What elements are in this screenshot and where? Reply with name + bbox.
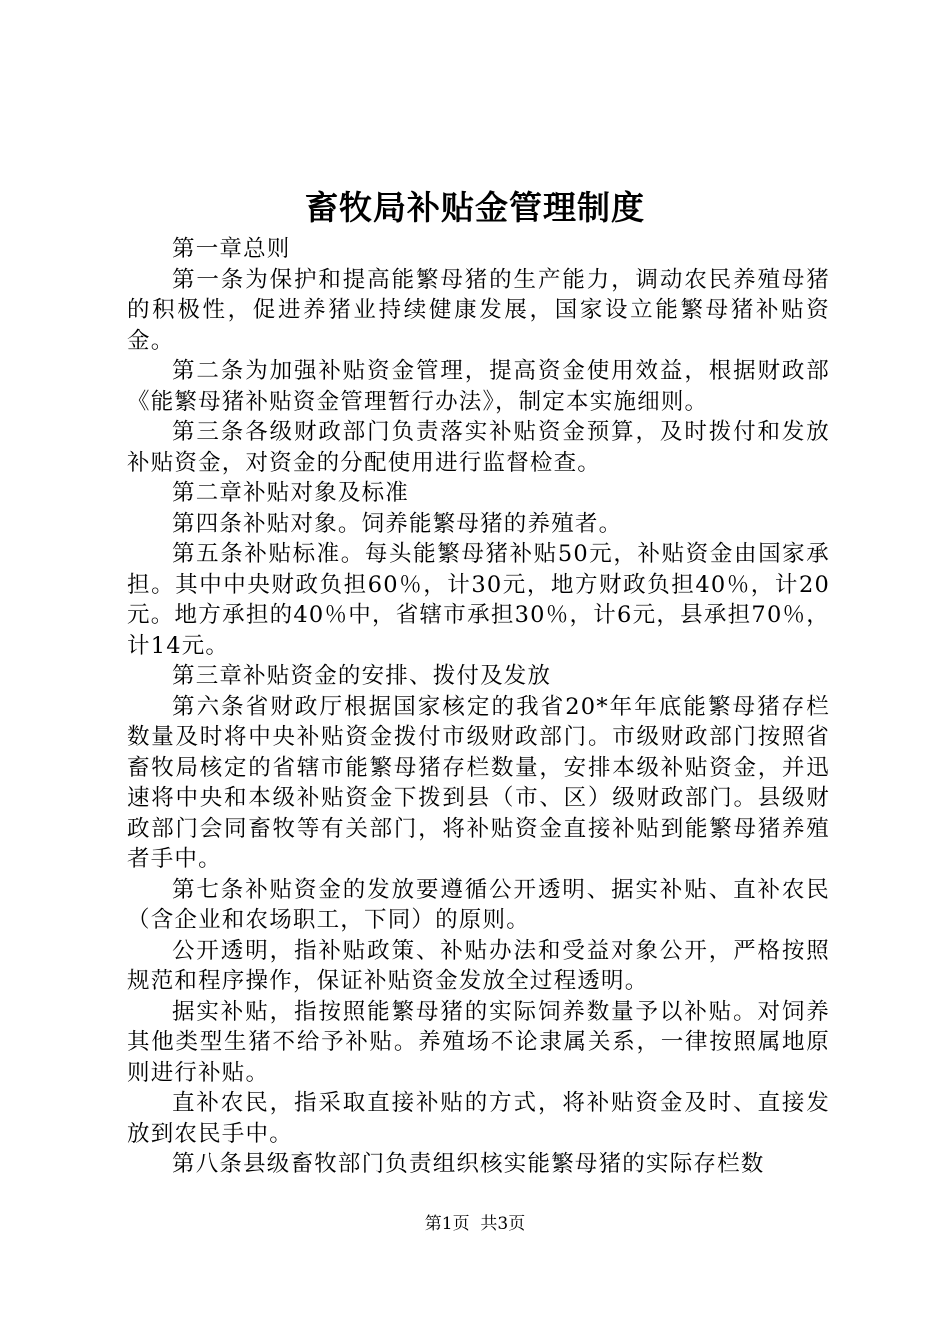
article-paragraph: 第二条为加强补贴资金管理，提高资金使用效益，根据财政部《能繁母猪补贴资金管理暂行办法》，制定本实施细则。 bbox=[127, 358, 830, 415]
chapter-heading: 第三章补贴资金的安排、拨付及发放 bbox=[172, 663, 552, 689]
document-body bbox=[127, 234, 830, 1180]
chapter-heading: 第一章总则 bbox=[172, 236, 291, 262]
page-footer bbox=[0, 1212, 950, 1236]
article-paragraph: 据实补贴，指按照能繁母猪的实际饲养数量予以补贴。对饲养其他类型生猪不给予补贴。养殖场不论隶属关系，一律按照属地原则进行补贴。 bbox=[127, 998, 830, 1086]
article-paragraph: 第一条为保护和提高能繁母猪的生产能力，调动农民养殖母猪的积极性，促进养猪业持续健康发展，国家设立能繁母猪补贴资金。 bbox=[127, 266, 830, 354]
document-title: 畜牧局补贴金管理制度 bbox=[305, 188, 645, 227]
page-number: 第1页 bbox=[424, 1214, 470, 1234]
chapter-heading: 第二章补贴对象及标准 bbox=[172, 480, 410, 506]
article-paragraph: 公开透明，指补贴政策、补贴办法和受益对象公开，严格按照规范和程序操作，保证补贴资金发放全过程透明。 bbox=[127, 937, 830, 994]
article-paragraph: 第四条补贴对象。饲养能繁母猪的养殖者。 bbox=[172, 510, 623, 537]
article-paragraph: 第五条补贴标准。每头能繁母猪补贴50元，补贴资金由国家承担。其中中央财政负担60％，计30元，地方财政负担40％，计20元。地方承担的40％中，省辖市承担30％，计6元，县承担70％，计14元。 bbox=[127, 541, 830, 659]
article-paragraph: 第八条县级畜牧部门负责组织核实能繁母猪的实际存栏数 bbox=[172, 1151, 765, 1177]
article-paragraph: 第三条各级财政部门负责落实补贴资金预算，及时拨付和发放补贴资金，对资金的分配使用进行监督检查。 bbox=[127, 419, 830, 476]
article-paragraph: 第七条补贴资金的发放要遵循公开透明、据实补贴、直补农民（含企业和农场职工，下同）的原则。 bbox=[127, 876, 830, 933]
article-paragraph: 第六条省财政厅根据国家核定的我省20*年年底能繁母猪存栏数量及时将中央补贴资金拨付市级财政部门。市级财政部门按照省畜牧局核定的省辖市能繁母猪存栏数量，安排本级补贴资金，并迅速将中央和本级补贴资金下拨到县（市、区）级财政部门。县级财政部门会同畜牧等有关部门，将补贴资金直接补贴到能繁母猪养殖者手中。 bbox=[127, 693, 830, 872]
article-paragraph: 直补农民，指采取直接补贴的方式，将补贴资金及时、直接发放到农民手中。 bbox=[127, 1090, 830, 1147]
page-total: 共3页 bbox=[480, 1214, 526, 1234]
